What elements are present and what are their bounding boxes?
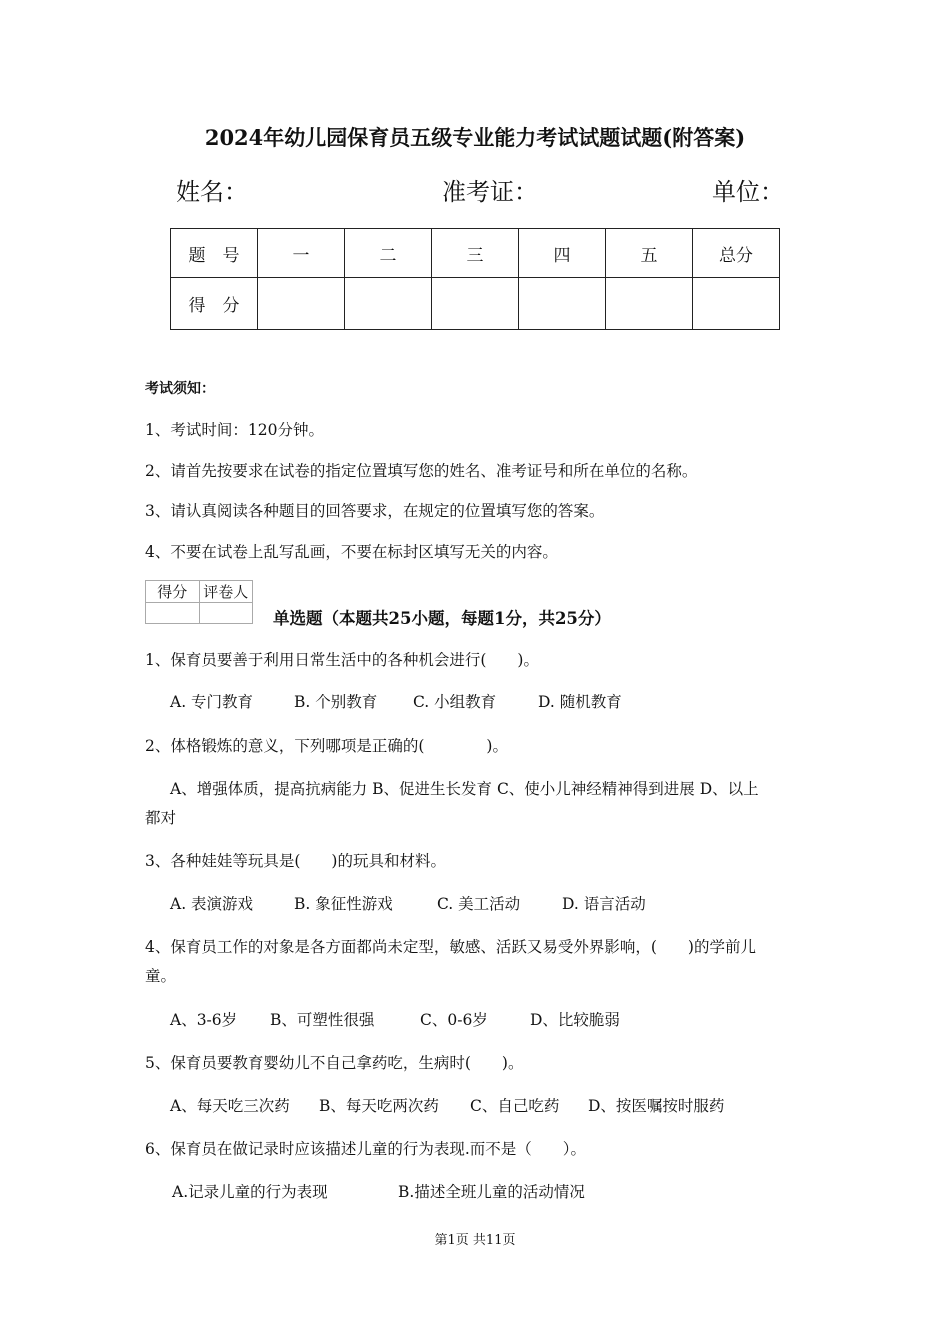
question-option[interactable]: C. 美工活动 bbox=[437, 895, 521, 913]
score-cell[interactable] bbox=[258, 278, 345, 330]
question-stem: 4、保育员工作的对象是各方面都尚未定型，敏感、活跃又易受外界影响，( )的学前儿 bbox=[145, 938, 756, 956]
score-cell[interactable] bbox=[693, 278, 780, 330]
question-option[interactable]: D. 语言活动 bbox=[562, 895, 646, 913]
notice-item: 1、考试时间：120分钟。 bbox=[145, 421, 324, 439]
grader-score-label: 得分 bbox=[146, 581, 200, 603]
notice-item: 3、请认真阅读各种题目的回答要求，在规定的位置填写您的答案。 bbox=[145, 502, 605, 520]
notice-item: 2、请首先按要求在试卷的指定位置填写您的姓名、准考证号和所在单位的名称。 bbox=[145, 462, 698, 480]
score-cell[interactable] bbox=[432, 278, 519, 330]
score-table-score-row bbox=[171, 278, 780, 330]
question-option[interactable]: A. 表演游戏 bbox=[170, 895, 254, 913]
score-cell[interactable] bbox=[606, 278, 693, 330]
question-stem: 童。 bbox=[145, 967, 177, 985]
question-stem: 5、保育员要教育婴幼儿不自己拿药吃，生病时( )。 bbox=[145, 1054, 524, 1072]
section-title: 单选题（本题共25小题，每题1分，共25分） bbox=[273, 609, 611, 628]
name-field-label: 姓名： bbox=[176, 178, 248, 206]
score-cell[interactable] bbox=[519, 278, 606, 330]
question-option[interactable]: B、每天吃两次药 bbox=[319, 1097, 439, 1115]
question-option[interactable]: A、3-6岁 bbox=[170, 1011, 238, 1029]
score-header-cell: 二 bbox=[345, 229, 432, 278]
question-option[interactable]: B. 象征性游戏 bbox=[294, 895, 393, 913]
notice-heading: 考试须知： bbox=[145, 381, 215, 397]
grader-table bbox=[145, 580, 253, 624]
question-option[interactable]: D. 随机教育 bbox=[538, 693, 622, 711]
question-option[interactable]: D、按医嘱按时服药 bbox=[588, 1097, 725, 1115]
grader-reviewer-cell[interactable] bbox=[199, 603, 253, 624]
notice-item: 4、不要在试卷上乱写乱画，不要在标封区填写无关的内容。 bbox=[145, 543, 558, 561]
question-option[interactable]: C、0-6岁 bbox=[420, 1011, 488, 1029]
score-header-cell: 四 bbox=[519, 229, 606, 278]
score-table bbox=[170, 228, 780, 330]
question-option[interactable]: A. 专门教育 bbox=[170, 693, 254, 711]
grader-score-cell[interactable] bbox=[146, 603, 200, 624]
score-header-cell: 五 bbox=[606, 229, 693, 278]
score-header-cell: 三 bbox=[432, 229, 519, 278]
question-stem: 2、体格锻炼的意义，下列哪项是正确的( )。 bbox=[145, 737, 508, 755]
score-row-label: 得 分 bbox=[171, 278, 258, 330]
question-stem: 1、保育员要善于利用日常生活中的各种机会进行( )。 bbox=[145, 651, 539, 669]
question-option-line[interactable]: A、增强体质，提高抗病能力 B、促进生长发育 C、使小儿神经精神得到进展 D、以上 bbox=[170, 780, 759, 798]
question-option[interactable]: D、比较脆弱 bbox=[530, 1011, 620, 1029]
page-footer: 第1页 共11页 bbox=[434, 1233, 516, 1248]
score-header-label: 题 号 bbox=[171, 229, 258, 278]
question-option-line[interactable]: 都对 bbox=[145, 809, 177, 827]
question-stem: 3、各种娃娃等玩具是( )的玩具和材料。 bbox=[145, 852, 446, 870]
question-option[interactable]: C. 小组教育 bbox=[413, 693, 497, 711]
exam-id-field-label: 准考证： bbox=[442, 178, 538, 206]
question-stem: 6、保育员在做记录时应该描述儿童的行为表现.而不是（ ）。 bbox=[145, 1140, 587, 1158]
question-option[interactable]: B. 个别教育 bbox=[294, 693, 378, 711]
score-header-total: 总分 bbox=[693, 229, 780, 278]
score-header-cell: 一 bbox=[258, 229, 345, 278]
question-option[interactable]: A、每天吃三次药 bbox=[170, 1097, 290, 1115]
grader-reviewer-label: 评卷人 bbox=[199, 581, 253, 603]
question-option[interactable]: B、可塑性很强 bbox=[270, 1011, 375, 1029]
question-option[interactable]: B.描述全班儿童的活动情况 bbox=[398, 1183, 585, 1201]
question-option[interactable]: C、自己吃药 bbox=[470, 1097, 560, 1115]
unit-field-label: 单位： bbox=[712, 178, 784, 206]
question-option[interactable]: A.记录儿童的行为表现 bbox=[172, 1183, 328, 1201]
score-cell[interactable] bbox=[345, 278, 432, 330]
page-title: 2024年幼儿园保育员五级专业能力考试试题试题(附答案) bbox=[204, 125, 746, 150]
score-table-header-row bbox=[171, 229, 780, 278]
